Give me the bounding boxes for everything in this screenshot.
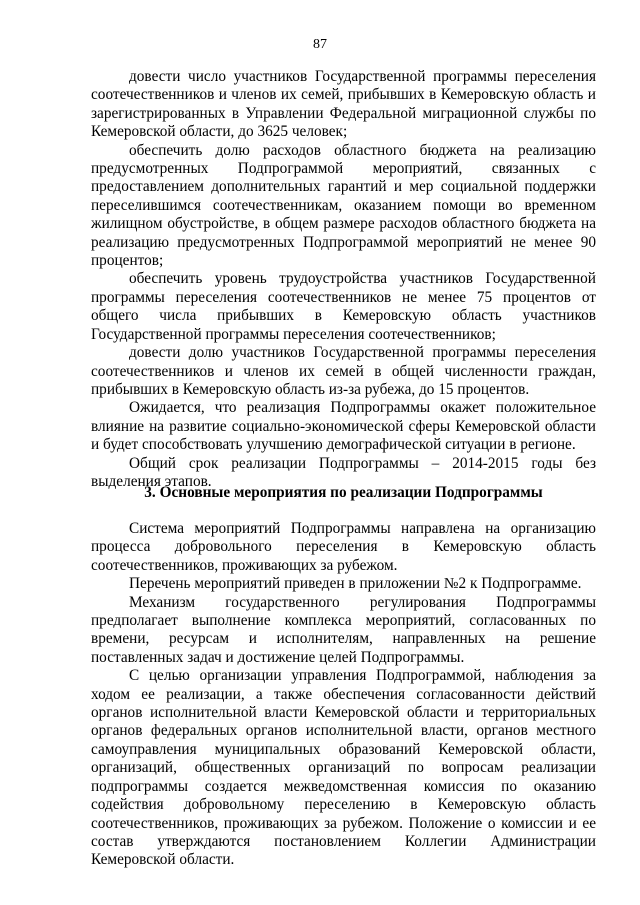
paragraph: довести число участников Государственной программы переселения соотечественников и членов их семей, прибывших в Кемеровскую область и зарегистрированных в Управлении Федеральной миграционной службы по Кемеровской области, до 3625 человек;	[91, 68, 596, 141]
activities-section	[91, 520, 596, 870]
page-number: 87	[313, 37, 327, 52]
paragraph: Ожидается, что реализация Подпрограммы окажет положительное влияние на развитие социально-экономической сферы Кемеровской области и будет способствовать улучшению демографической ситуации в регионе.	[91, 399, 596, 454]
paragraph: обеспечить уровень трудоустройства участников Государственной программы переселения соотечественников не менее 75 процентов от общего числа прибывших в Кемеровскую область участников Государственной программы переселения соотечественников;	[91, 270, 596, 343]
paragraph: С целью организации управления Подпрограммой, наблюдения за ходом ее реализации, а также обеспечения согласованности действий органов исполнительной власти Кемеровской области и территориальных органов федеральных органов исполнительной власти, органов местного самоуправления муниципальных образований Кемеровской области, организаций, общественных организаций по вопросам реализации подпрограммы создается межведомственная комиссия по оказанию содействия добровольному переселению в Кемеровскую область соотечественников, проживающих за рубежом. Положение о комиссии и ее состав утверждаются постановлением Коллегии Администрации Кемеровской области.	[91, 667, 596, 869]
paragraph: Механизм государственного регулирования Подпрограммы предполагает выполнение комплекса мероприятий, согласованных по времени, ресурсам и исполнителям, направленных на решение поставленных задач и достижение целей Подпрограммы.	[91, 593, 596, 666]
targets-section	[91, 68, 596, 491]
paragraph: Система мероприятий Подпрограммы направлена на организацию процесса добровольного переселения в Кемеровскую область соотечественников, проживающих за рубежом.	[91, 520, 596, 574]
section-heading: 3. Основные мероприятия по реализации Подпрограммы	[144, 484, 543, 501]
paragraph: обеспечить долю расходов областного бюджета на реализацию предусмотренных Подпрограммой мероприятий, связанных с предоставлением дополнительных гарантий и мер социальной поддержки переселившимся соотечественникам, оказанием помощи во временном жилищном обустройстве, в общем размере расходов областного бюджета на реализацию предусмотренных Подпрограммой мероприятий не менее 90 процентов;	[91, 141, 596, 270]
paragraph: Перечень мероприятий приведен в приложении №2 к Подпрограмме.	[129, 575, 582, 593]
paragraph: довести долю участников Государственной программы переселения соотечественников и членов их семей в общей численности граждан, прибывших в Кемеровскую область из-за рубежа, до 15 процентов.	[91, 344, 596, 398]
paragraph: Общий срок реализации Подпрограммы – 2014-2015 годы без выделения этапов.	[91, 454, 596, 490]
